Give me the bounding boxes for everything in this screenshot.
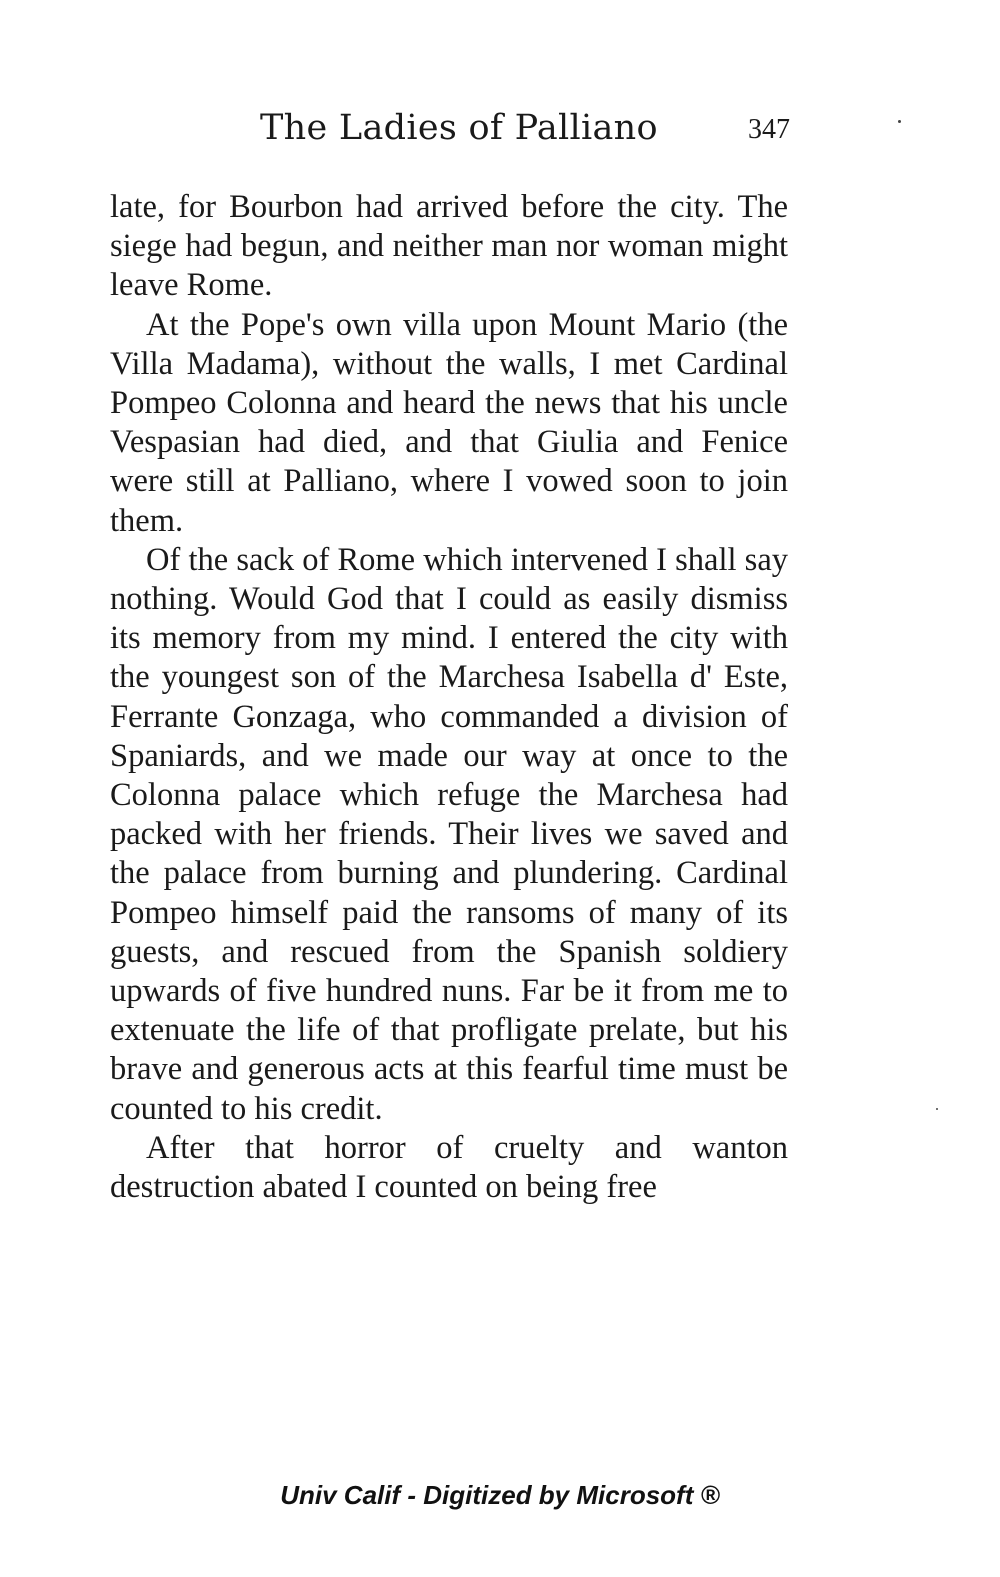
- paragraph: At the Pope's own villa upon Mount Mario (the Villa Madama), without the walls, I met Cardinal Pompeo Colonna and heard the news that his uncle Vespasian had died, and that Giulia and Fenice were still at Palliano, where I vowed soon to join them.: [110, 306, 788, 539]
- scan-speck: [936, 1108, 938, 1110]
- page-number: 347: [748, 114, 790, 145]
- paragraph: late, for Bourbon had arrived before the city. The siege had begun, and neither man nor woman might leave Rome.: [110, 189, 788, 304]
- running-title: The Ladies of Palliano: [260, 108, 658, 148]
- body-text: [110, 188, 788, 1207]
- paragraph: Of the sack of Rome which intervened I shall say nothing. Would God that I could as easily dismiss its memory from my mind. I entered the city with the youngest son of the Marchesa Isabella d' Este, Ferrante Gonzaga, who commanded a division of Spaniards, and we made our way at once to the Colonna palace which refuge the Marchesa had packed with her friends. Their lives we saved and the palace from burning and plundering. Cardinal Pompeo himself paid the ransoms of many of its guests, and rescued from the Spanish soldiery upwards of five hundred nuns. Far be it from me to extenuate the life of that profligate prelate, but his brave and generous acts at this fearful time must be counted to his credit.: [110, 541, 788, 1127]
- digitization-watermark: Univ Calif - Digitized by Microsoft ®: [280, 1480, 720, 1510]
- page-header: [110, 108, 790, 158]
- paragraph: After that horror of cruelty and wanton destruction abated I counted on being free: [110, 1129, 788, 1206]
- scan-speck: [898, 120, 901, 123]
